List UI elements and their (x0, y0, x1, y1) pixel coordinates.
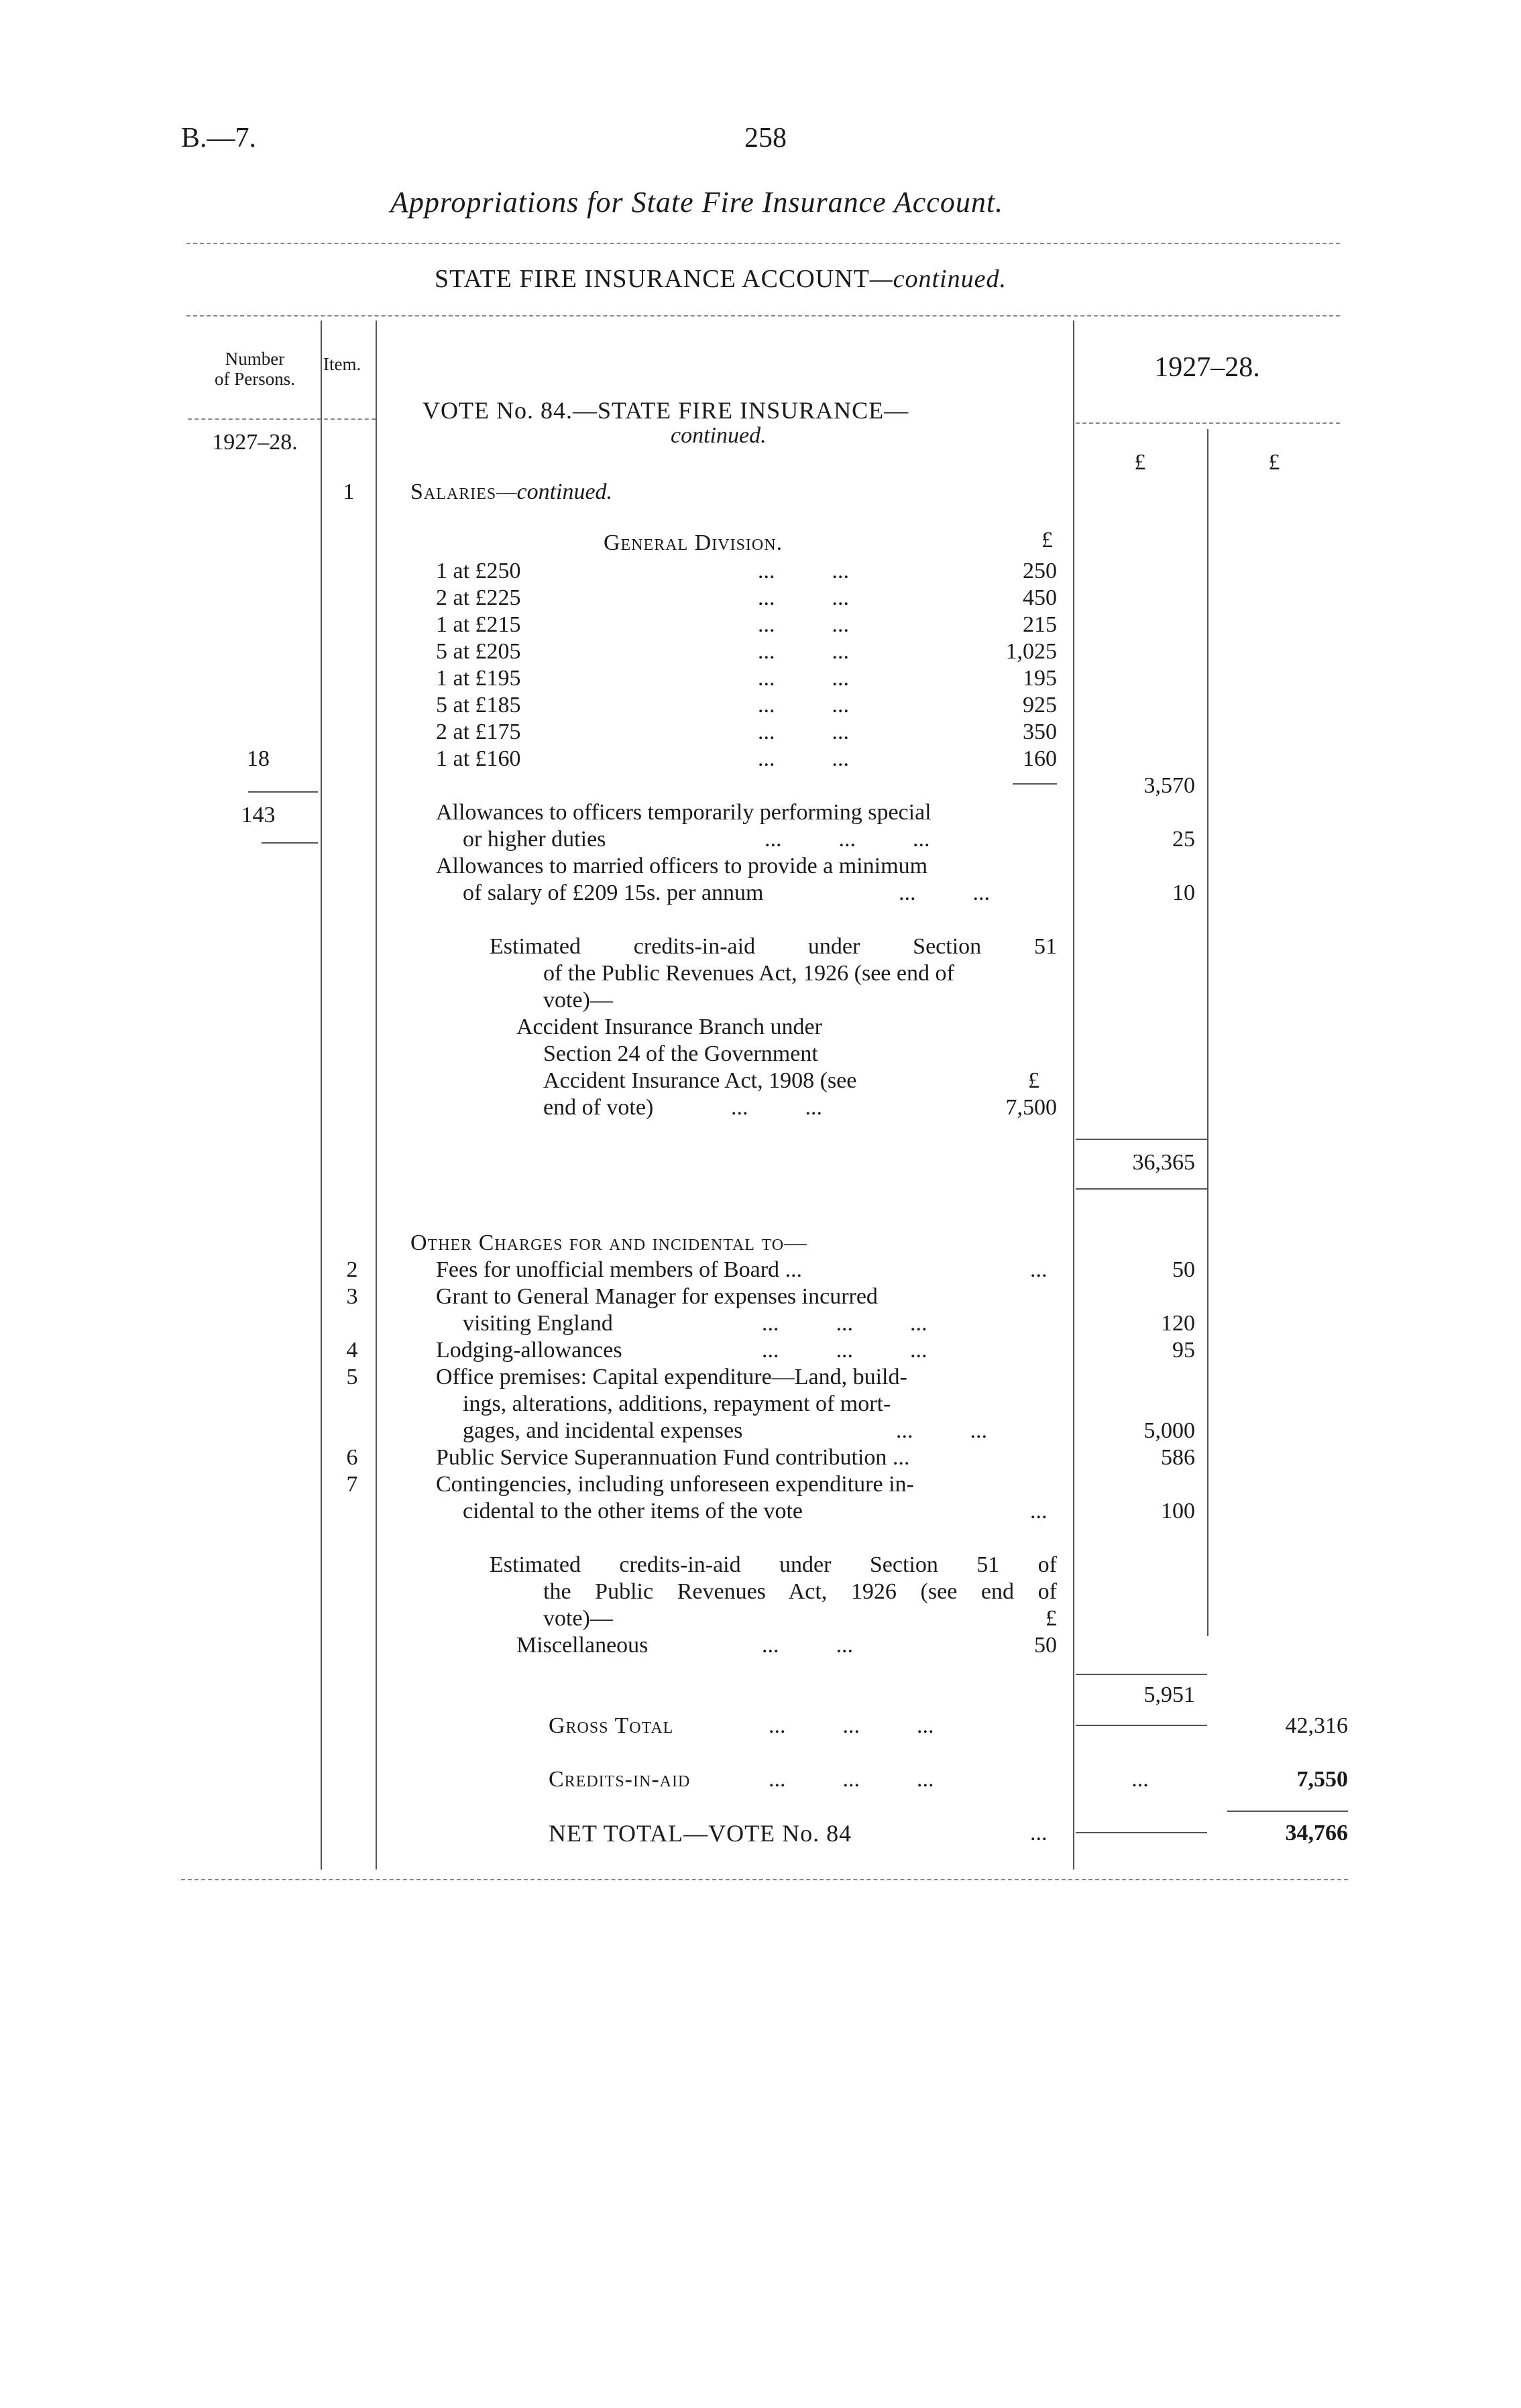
salaries-label: Salaries (410, 479, 497, 504)
salary-row-value: 215 (1023, 612, 1057, 637)
charge-line: Fees for unofficial members of Board ... (436, 1257, 803, 1282)
charge-dots: ... ... ... (762, 1338, 927, 1363)
item-number: 7 (346, 1472, 358, 1497)
salary-row-label: 1 at £195 (436, 666, 521, 691)
salary-row-dots: ... ... (758, 612, 849, 637)
other-credit-line2: the Public Revenues Act, 1926 (see end of (543, 1579, 1057, 1604)
charge-line-2: cidental to the other items of the vote (463, 1499, 803, 1524)
salaries-credit-dots: ... ... (731, 1095, 822, 1120)
other-credit-line4: Miscellaneous (516, 1633, 649, 1658)
salary-row-dots: ... ... (758, 639, 849, 664)
charge-value: 586 (1161, 1445, 1195, 1470)
salary-row-dots: ... ... (758, 746, 849, 771)
subtitle-main: STATE FIRE INSURANCE ACCOUNT (435, 265, 870, 293)
charge-line-3: gages, and incidental expenses (463, 1418, 743, 1443)
col-divider-amount1 (1073, 321, 1074, 1870)
col-head-pound-2: £ (1268, 450, 1280, 475)
charge-line: Public Service Superannuation Fund contribution ... (436, 1445, 910, 1470)
net-total-rule (1076, 1832, 1207, 1833)
col-head-persons-year: 1927–28. (212, 430, 298, 455)
col-head-year: 1927–28. (1154, 352, 1260, 383)
net-total-label: NET TOTAL—VOTE No. 84 (549, 1820, 852, 1847)
salary-row-dots: ... ... (758, 693, 849, 718)
header-rule-persons (188, 418, 376, 420)
allowance-1-line2: or higher duties (463, 827, 606, 852)
persons-143: 143 (241, 803, 276, 827)
salary-row-value: 1,025 (1005, 639, 1057, 664)
charge-value: 120 (1161, 1311, 1195, 1336)
salary-row-value: 250 (1023, 559, 1057, 583)
salaries-credit-pound: £ (1028, 1068, 1039, 1093)
salary-row-label: 5 at £205 (436, 639, 521, 664)
allowance-2-line2: of salary of £209 15s. per annum (463, 880, 764, 905)
section-subtitle (435, 266, 1007, 292)
item-number: 5 (346, 1365, 358, 1389)
col-divider-item (376, 321, 377, 1870)
salary-sum-rule (1013, 783, 1057, 785)
item-number: 2 (346, 1257, 358, 1282)
allowance-1-value: 25 (1172, 827, 1195, 852)
col-divider-persons (321, 321, 322, 1870)
other-charges-heading: Other Charges for and incidental to— (410, 1230, 808, 1255)
col-head-pound-1: £ (1134, 450, 1146, 475)
table-top-rule (186, 315, 1340, 317)
vote-title-continued: continued. (671, 423, 767, 448)
other-credit-value: 50 (1034, 1633, 1057, 1658)
credits-in-aid-value: 7,550 (1296, 1767, 1348, 1792)
salary-row-value: 160 (1023, 746, 1057, 771)
item-number: 4 (346, 1338, 358, 1363)
col-head-persons-line1: Number (225, 349, 285, 369)
subtitle-continued: —continued. (869, 265, 1007, 293)
charge-value: 5,000 (1143, 1418, 1195, 1443)
charge-line: Office premises: Capital expenditure—Land, build- (436, 1365, 907, 1389)
col-head-persons-line2: of Persons. (215, 369, 295, 389)
salary-row-label: 1 at £250 (436, 559, 521, 583)
header-rule-amounts (1076, 422, 1340, 424)
charge-line: Grant to General Manager for expenses incurred (436, 1284, 878, 1309)
charge-value: 100 (1161, 1499, 1195, 1524)
net-total-dots: ... (1030, 1821, 1048, 1845)
page-title: Appropriations for State Fire Insurance Account. (390, 186, 1004, 219)
salaries-subtotal: 3,570 (1143, 773, 1195, 798)
salaries-credit-value: 7,500 (1005, 1095, 1057, 1120)
gross-total-label: Gross Total (549, 1713, 674, 1738)
other-credit-pound: £ (1046, 1606, 1057, 1631)
col-divider-amount2 (1207, 429, 1208, 1636)
gross-total-rule (1076, 1725, 1207, 1726)
charge-line-2: ings, alterations, additions, repayment of mort- (463, 1391, 891, 1416)
page-number: 258 (744, 123, 787, 154)
salaries-credit-line4: Accident Insurance Branch under (516, 1015, 822, 1039)
allowance-2-dots: ... ... (899, 880, 990, 905)
item-number: 6 (346, 1445, 358, 1470)
persons-18: 18 (247, 746, 270, 771)
other-credit-line3: vote)— (543, 1606, 613, 1631)
salaries-total-rule-bottom (1076, 1188, 1207, 1190)
salaries-credit-line6: Accident Insurance Act, 1908 (see (543, 1068, 857, 1093)
charge-value: 50 (1172, 1257, 1195, 1282)
charge-dots: ... (1030, 1257, 1048, 1282)
net-total-rule-right (1227, 1811, 1348, 1812)
salaries-heading (410, 479, 612, 506)
other-charges-total: 5,951 (1143, 1682, 1195, 1707)
salaries-credit-line2: of the Public Revenues Act, 1926 (see end of (543, 961, 954, 986)
table-bottom-rule (181, 1879, 1348, 1880)
col-head-item: Item. (323, 354, 361, 374)
gross-total-dots: ... ... ... (769, 1713, 934, 1738)
general-division-heading: General Division. (604, 530, 783, 555)
charge-value: 95 (1172, 1338, 1195, 1363)
item-number-1: 1 (343, 479, 355, 504)
salary-row-value: 925 (1023, 693, 1057, 718)
credits-in-aid-mid-dots: ... (1131, 1767, 1149, 1792)
item-number: 3 (346, 1284, 358, 1309)
other-total-rule-top (1076, 1674, 1207, 1675)
title-rule (186, 243, 1340, 244)
other-credit-dots: ... ... (762, 1633, 853, 1658)
other-credit-line1: Estimated credits-in-aid under Section 51 of (490, 1552, 1057, 1577)
credits-in-aid-dots: ... ... ... (769, 1767, 934, 1792)
salary-row-dots: ... ... (758, 666, 849, 691)
salary-row-dots: ... ... (758, 720, 849, 744)
net-total-value: 34,766 (1285, 1821, 1348, 1845)
charge-dots: ... ... ... (762, 1311, 927, 1336)
vote-title: VOTE No. 84.—STATE FIRE INSURANCE— (422, 397, 909, 424)
allowance-1-dots: ... ... ... (765, 827, 930, 852)
salary-row-label: 2 at £175 (436, 720, 521, 744)
salary-row-value: 450 (1023, 585, 1057, 610)
col-head-persons (194, 349, 315, 389)
salary-row-label: 5 at £185 (436, 693, 521, 718)
salary-row-value: 195 (1023, 666, 1057, 691)
gross-total-value: 42,316 (1285, 1713, 1348, 1738)
salary-row-dots: ... ... (758, 559, 849, 583)
general-division-pound: £ (1041, 528, 1053, 553)
charge-dots: ... (1030, 1499, 1048, 1524)
salaries-continued: —continued. (496, 479, 613, 504)
salaries-credit-line1: Estimated credits-in-aid under Section 51 (490, 934, 1057, 959)
credits-in-aid-label: Credits-in-aid (549, 1767, 691, 1792)
charge-line: Contingencies, including unforeseen expenditure in- (436, 1472, 914, 1497)
page-ref: B.—7. (181, 123, 257, 154)
salaries-credit-line3: vote)— (543, 988, 613, 1013)
salary-row-value: 350 (1023, 720, 1057, 744)
salaries-total: 36,365 (1132, 1150, 1195, 1175)
allowance-2-value: 10 (1172, 880, 1195, 905)
salary-row-label: 2 at £225 (436, 585, 521, 610)
salaries-total-rule-top (1076, 1139, 1207, 1140)
charge-line: Lodging-allowances (436, 1338, 622, 1363)
allowance-2-line1: Allowances to married officers to provide a minimum (436, 854, 928, 878)
salary-row-label: 1 at £160 (436, 746, 521, 771)
charge-line-2: visiting England (463, 1311, 613, 1336)
allowance-1-line1: Allowances to officers temporarily performing special (436, 800, 932, 825)
persons-total-rule (262, 842, 318, 844)
persons-subtotal-rule (248, 791, 318, 793)
charge-dots: ... ... (896, 1418, 987, 1443)
salaries-credit-line7: end of vote) (543, 1095, 654, 1120)
salary-row-label: 1 at £215 (436, 612, 521, 637)
salary-row-dots: ... ... (758, 585, 849, 610)
salaries-credit-line5: Section 24 of the Government (543, 1041, 818, 1066)
